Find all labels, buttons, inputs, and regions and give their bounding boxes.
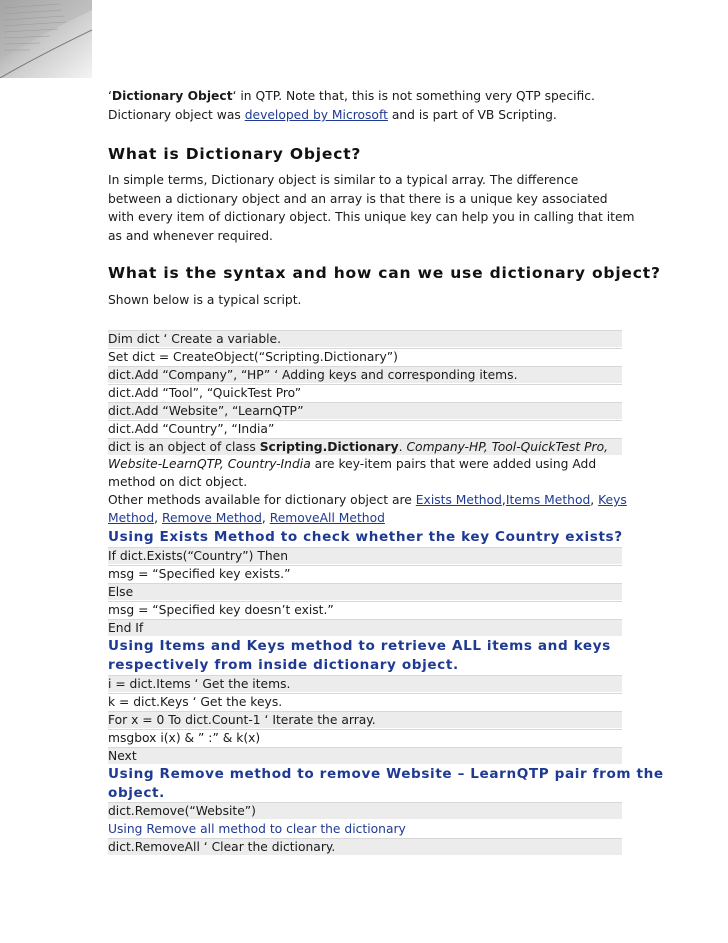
code-line: dict.Add “Tool”, “QuickTest Pro” bbox=[108, 384, 622, 401]
code-line: For x = 0 To dict.Count-1 ‘ Iterate the array. bbox=[108, 711, 622, 728]
code-line: dict.Add “Website”, “LearnQTP” bbox=[108, 402, 622, 419]
methods-line-1: Other methods available for dictionary object are Exists Method,Items Method, Keys bbox=[108, 493, 627, 507]
description-line-3: method on dict object. bbox=[108, 474, 622, 491]
code-line: msg = “Specified key exists.” bbox=[108, 565, 622, 582]
keys-method-link[interactable]: Keys bbox=[598, 493, 627, 507]
heading-what-is-dictionary: What is Dictionary Object? bbox=[108, 145, 362, 163]
heading-syntax: What is the syntax and how can we use dictionary object? bbox=[108, 264, 661, 282]
code-line: Else bbox=[108, 583, 622, 600]
code-line: Set dict = CreateObject(“Scripting.Dictionary”) bbox=[108, 348, 622, 365]
description-line-2: Website-LearnQTP, Country-India are key-item pairs that were added using Add bbox=[108, 456, 622, 473]
exists-method-link[interactable]: Exists Method bbox=[415, 493, 502, 507]
code-line: End If bbox=[108, 619, 622, 636]
intro-line-2: Dictionary object was developed by Microsoft and is part of VB Scripting. bbox=[108, 108, 557, 122]
heading-remove-2: object. bbox=[108, 785, 165, 801]
section1-line: between a dictionary object and an array is that there is a unique key associated bbox=[108, 192, 608, 206]
code-line: Next bbox=[108, 747, 622, 764]
heading-exists-method: Using Exists Method to check whether the key Country exists? bbox=[108, 529, 623, 545]
developed-by-microsoft-link[interactable]: developed by Microsoft bbox=[244, 108, 388, 122]
code-line: dict.Remove(“Website”) bbox=[108, 802, 622, 819]
code-line: dict.Add “Country”, “India” bbox=[108, 420, 622, 437]
book-page-decoration bbox=[0, 0, 92, 78]
removeall-method-link[interactable]: RemoveAll Method bbox=[269, 511, 385, 525]
code-line: dict.RemoveAll ‘ Clear the dictionary. bbox=[108, 838, 622, 855]
heading-items-keys-2: respectively from inside dictionary object. bbox=[108, 657, 459, 673]
heading-items-keys-1: Using Items and Keys method to retrieve ALL items and keys bbox=[108, 638, 611, 654]
code-line: msg = “Specified key doesn’t exist.” bbox=[108, 601, 622, 618]
remove-method-link[interactable]: Remove Method bbox=[161, 511, 262, 525]
code-line: If dict.Exists(“Country”) Then bbox=[108, 547, 622, 564]
code-line: msgbox i(x) & ” :” & k(x) bbox=[108, 729, 622, 746]
intro-line-1: ‘Dictionary Object‘ in QTP. Note that, this is not something very QTP specific. bbox=[108, 89, 595, 103]
methods-line-2: Method, Remove Method, RemoveAll Method bbox=[108, 510, 622, 527]
keys-method-link[interactable]: Method bbox=[108, 511, 155, 525]
code-line: i = dict.Items ‘ Get the items. bbox=[108, 675, 622, 692]
heading-remove-1: Using Remove method to remove Website – LearnQTP pair from the bbox=[108, 766, 664, 782]
script-intro: Shown below is a typical script. bbox=[108, 293, 302, 307]
section1-line: with every item of dictionary object. This unique key can help you in calling that item bbox=[108, 210, 635, 224]
code-line: Dim dict ‘ Create a variable. bbox=[108, 330, 622, 347]
heading-remove-all: Using Remove all method to clear the dictionary bbox=[108, 822, 406, 836]
items-method-link[interactable]: Items Method bbox=[505, 493, 591, 507]
section1-line: as and whenever required. bbox=[108, 229, 273, 243]
description-line-1: dict is an object of class Scripting.Dictionary. Company-HP, Tool-QuickTest Pro, bbox=[108, 438, 622, 455]
section1-line: In simple terms, Dictionary object is similar to a typical array. The difference bbox=[108, 173, 579, 187]
code-line: dict.Add “Company”, “HP” ‘ Adding keys and corresponding items. bbox=[108, 366, 622, 383]
code-line: k = dict.Keys ‘ Get the keys. bbox=[108, 693, 622, 710]
